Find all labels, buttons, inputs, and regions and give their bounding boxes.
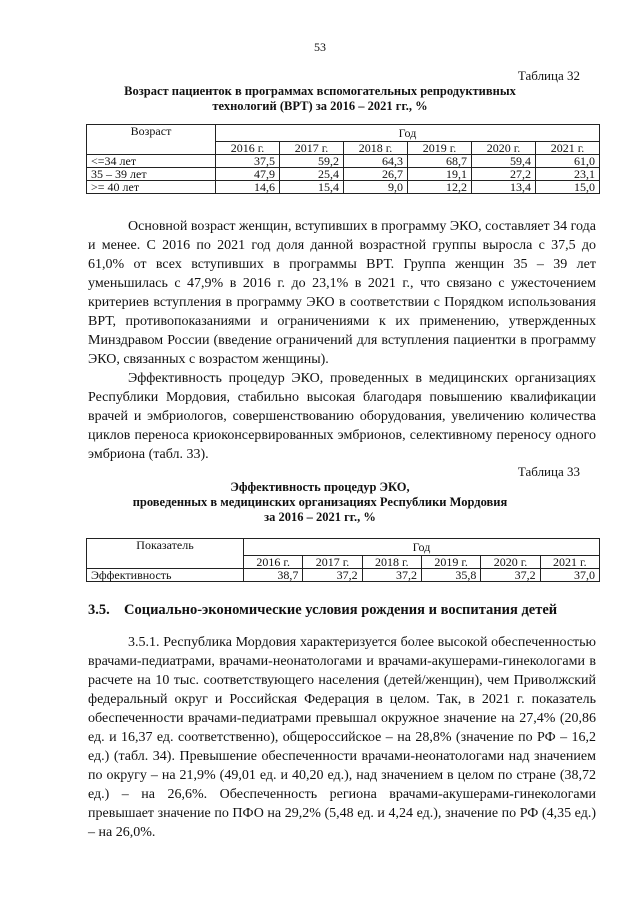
table-cell: 47,9 (216, 168, 280, 181)
paragraph-efficiency: Эффективность процедур ЭКО, проведенных в медицинских организациях Республики Мордовия, стабильно высокая благодаря повышению квалификации врачей и эмбриологов, совершенствованию оборудования, увеличению количества циклов переноса криоконсервированных эмбрионов, селективному переносу одного эмбриона (табл. 33). (88, 371, 596, 462)
table-cell: 68,7 (408, 155, 472, 168)
section-number: 3.5. (88, 602, 110, 618)
table33-year: 2021 г. (540, 556, 599, 569)
table32-col-header: Возраст (87, 125, 216, 155)
row-label: <=34 лет (87, 155, 216, 168)
table32-title (0, 84, 640, 114)
table32-group-header: Год (216, 125, 600, 142)
table32 (86, 124, 600, 194)
table-cell: 35,8 (421, 569, 480, 582)
table33-col-header: Показатель (87, 539, 244, 569)
table-cell: 37,2 (481, 569, 540, 582)
section-heading (88, 602, 596, 619)
table32-year: 2019 г. (408, 142, 472, 155)
table-cell: 27,2 (472, 168, 536, 181)
table-cell: 23,1 (536, 168, 600, 181)
table33-title (0, 480, 640, 525)
table-cell: 15,4 (280, 181, 344, 194)
table-row (87, 155, 600, 168)
table-cell: 64,3 (344, 155, 408, 168)
table-cell: 37,5 (216, 155, 280, 168)
table32-title-line2: технологий (ВРТ) за 2016 – 2021 гг., % (212, 99, 428, 113)
table33-title-line1: Эффективность процедур ЭКО, (230, 480, 410, 494)
table33-year: 2017 г. (303, 556, 362, 569)
table-row (87, 569, 600, 582)
table32-year: 2017 г. (280, 142, 344, 155)
table33-title-line2: проведенных в медицинских организациях Республики Мордовия (132, 495, 508, 509)
table-cell: 9,0 (344, 181, 408, 194)
table-cell: 37,2 (303, 569, 362, 582)
table-cell: 15,0 (536, 181, 600, 194)
table33-year: 2020 г. (481, 556, 540, 569)
table32-label: Таблица 32 (517, 68, 580, 83)
row-label: Эффективность (87, 569, 244, 582)
row-label: 35 – 39 лет (87, 168, 216, 181)
table-cell: 37,2 (362, 569, 421, 582)
table-row (87, 181, 600, 194)
table-cell: 59,2 (280, 155, 344, 168)
table33-title-line3: за 2016 – 2021 гг., % (264, 510, 376, 524)
table32-title-line1: Возраст пациенток в программах вспомогательных репродуктивных (124, 84, 516, 98)
table-cell: 38,7 (244, 569, 303, 582)
table-cell: 19,1 (408, 168, 472, 181)
table33-year: 2016 г. (244, 556, 303, 569)
table-cell: 59,4 (472, 155, 536, 168)
paragraph-age-analysis: Основной возраст женщин, вступивших в программу ЭКО, составляет 34 года и менее. С 2016 по 2021 год доля данной возрастной группы выросла с 37,5 до 61,0% от всех вступивших в программы ВРТ. Группа женщин 35 – 39 лет уменьшилась с 47,9% в 2016 г. до 23,1% в 2021 г., что связано с ужесточением критериев вступления в программу ЭКО в соответствии с Порядком использования ВРТ, противопоказаниями и ограничениями к их применению, утвержденных Минздравом России (введение ограничений для вступления пациентки в программу ЭКО, связанных с возрастом женщины). (88, 219, 596, 367)
table-row (87, 168, 600, 181)
table-cell: 14,6 (216, 181, 280, 194)
table33-year: 2018 г. (362, 556, 421, 569)
table32-year: 2021 г. (536, 142, 600, 155)
table32-year: 2018 г. (344, 142, 408, 155)
page-number: 53 (314, 40, 326, 54)
table-cell: 13,4 (472, 181, 536, 194)
row-label: >= 40 лет (87, 181, 216, 194)
table33-year: 2019 г. (421, 556, 480, 569)
table33-group-header: Год (244, 539, 600, 556)
table33-label: Таблица 33 (517, 464, 580, 479)
table-cell: 25,4 (280, 168, 344, 181)
table-cell: 37,0 (540, 569, 599, 582)
table-cell: 12,2 (408, 181, 472, 194)
table32-year: 2020 г. (472, 142, 536, 155)
table33 (86, 538, 600, 582)
section-title: Социально-экономические условия рождения и воспитания детей (124, 602, 558, 618)
table32-year: 2016 г. (216, 142, 280, 155)
paragraph-doctors-supply: 3.5.1. Республика Мордовия характеризуется более высокой обеспеченностью врачами-педиатрами, врачами-неонатологами и врачами-акушерами-гинекологами в расчете на 10 тыс. соответствующего населения (детей/женщин), чем Приволжский федеральный округ и Российская Федерация в целом. Так, в 2021 г. показатель обеспеченности врачами-педиатрами превышал окружное значение на 27,4% (20,86 ед. и 16,37 ед. соответственно), общероссийское – на 28,8% (значение по РФ – 16,2 ед.) (табл. 34). Превышение обеспеченности врачами-неонатологами над значением по округу – на 21,9% (49,01 ед. и 40,20 ед.), над значением в целом по стране (38,72 ед.) – на 26,6%. Обеспеченность региона врачами-акушерами-гинекологами превышает значение по ПФО на 29,2% (5,48 ед. и 4,24 ед.), значение по РФ (4,35 ед.) – на 26,0%. (88, 635, 596, 840)
table-cell: 26,7 (344, 168, 408, 181)
table-cell: 61,0 (536, 155, 600, 168)
